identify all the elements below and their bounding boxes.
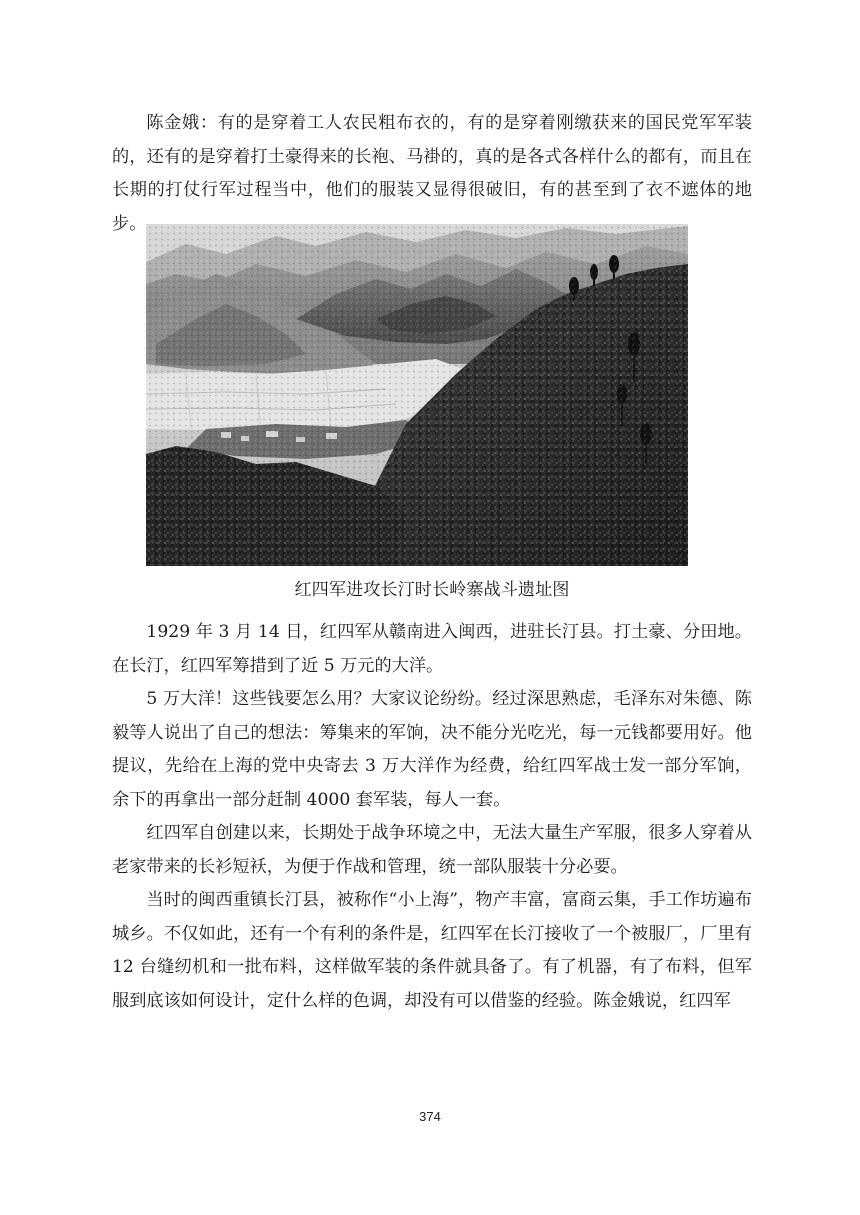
figure-caption: 红四军进攻长汀时长岭寨战斗遗址图 [294,580,570,600]
mountain-landscape-image [146,224,688,566]
page-number: 374 [419,1109,441,1124]
landscape-photo [146,224,688,566]
paragraph: 5 万大洋！这些钱要怎么用？大家议论纷纷。经过深思熟虑，毛泽东对朱德、陈毅等人说出了自己的想法：筹集来的军饷，决不能分光吃光，每一元钱都要用好。他提议，先给在上海的党中央寄去 3 万大洋作为经费，给红四军战士发一部分军饷，余下的再拿出一部分赶制 4000 套军装，每人一套。 [112,689,752,810]
text-block-bottom [112,616,752,1018]
paragraph: 红四军自创建以来，长期处于战争环境之中，无法大量生产军服，很多人穿着从老家带来的长衫短袄，为便于作战和管理，统一部队服装十分必要。 [112,823,752,877]
text-block-top [112,107,752,241]
paragraph: 1929 年 3 月 14 日，红四军从赣南进入闽西，进驻长汀县。打土豪、分田地。在长汀，红四军筹措到了近 5 万元的大洋。 [112,622,752,676]
paragraph: 陈金娥：有的是穿着工人农民粗布衣的，有的是穿着刚缴获来的国民党军军装的，还有的是穿着打土豪得来的长袍、马褂的，真的是各式各样什么的都有，而且在长期的打仗行军过程当中，他们的服装又显得很破旧，有的甚至到了衣不遮体的地步。 [112,113,752,234]
paragraph: 当时的闽西重镇长汀县，被称作“小上海”，物产丰富，富商云集，手工作坊遍布城乡。不仅如此，还有一个有利的条件是，红四军在长汀接收了一个被服厂，厂里有 12 台缝纫机和一批布料，这样做军装的条件就具备了。有了机器，有了布料，但军服到底该如何设计，定什么样的色调，却没有可以借鉴的经验。陈金娥说，红四军 [112,890,752,1011]
